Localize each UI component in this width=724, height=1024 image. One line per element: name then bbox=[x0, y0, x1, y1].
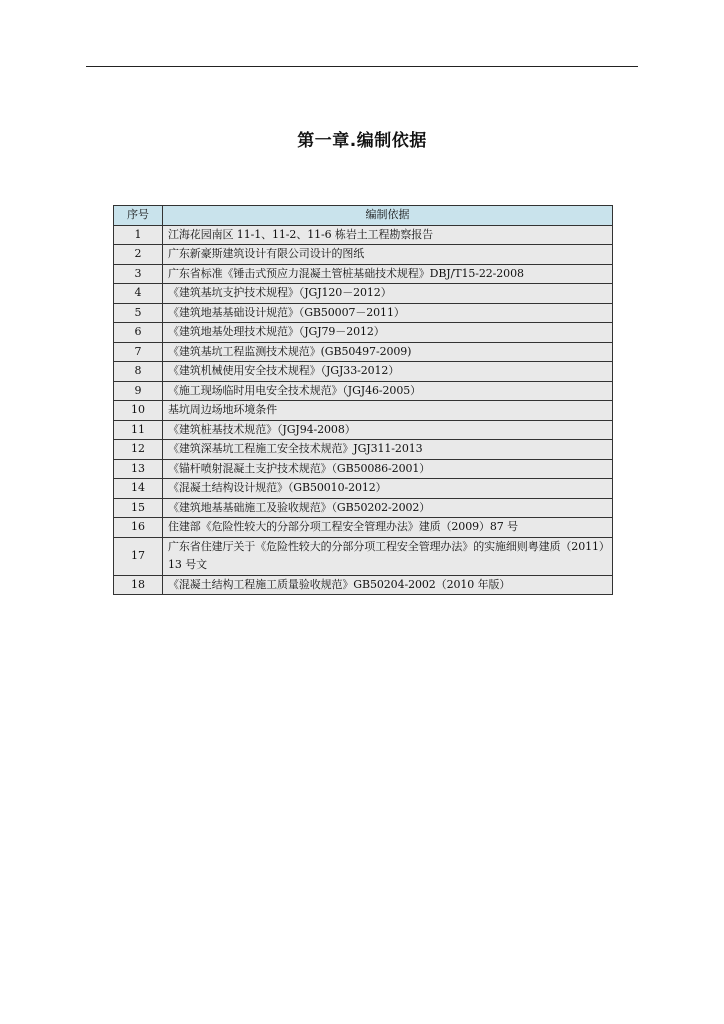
table-row bbox=[114, 264, 613, 284]
table-row bbox=[114, 537, 613, 575]
row-number: 4 bbox=[114, 284, 163, 304]
row-basis-text: 《建筑深基坑工程施工安全技术规范》JGJ311-2013 bbox=[163, 440, 613, 460]
row-basis-text: 广东省标准《锤击式预应力混凝土管桩基础技术规程》DBJ/T15-22-2008 bbox=[163, 264, 613, 284]
table-row bbox=[114, 362, 613, 382]
row-number: 14 bbox=[114, 479, 163, 499]
row-basis-text: 《建筑地基基础施工及验收规范》（GB50202-2002） bbox=[163, 498, 613, 518]
compilation-basis-table bbox=[113, 205, 613, 595]
row-basis-text: 《施工现场临时用电安全技术规范》（JGJ46-2005） bbox=[163, 381, 613, 401]
row-basis-text: 《锚杆喷射混凝土支护技术规范》（GB50086-2001） bbox=[163, 459, 613, 479]
table-row bbox=[114, 342, 613, 362]
table-row bbox=[114, 245, 613, 265]
row-basis-text: 住建部《危险性较大的分部分项工程安全管理办法》建质（2009）87 号 bbox=[163, 518, 613, 538]
table-row bbox=[114, 225, 613, 245]
header-compilation-basis: 编制依据 bbox=[163, 206, 613, 226]
row-number: 5 bbox=[114, 303, 163, 323]
table-row bbox=[114, 498, 613, 518]
row-basis-text: 《建筑地基基础设计规范》（GB50007－2011） bbox=[163, 303, 613, 323]
row-basis-text: 《混凝土结构设计规范》（GB50010-2012） bbox=[163, 479, 613, 499]
table-row bbox=[114, 420, 613, 440]
row-basis-text: 《建筑机械使用安全技术规程》（JGJ33-2012） bbox=[163, 362, 613, 382]
row-basis-text: 广东新豪斯建筑设计有限公司设计的图纸 bbox=[163, 245, 613, 265]
table-row bbox=[114, 440, 613, 460]
table-row bbox=[114, 284, 613, 304]
row-basis-text: 《建筑桩基技术规范》（JGJ94-2008） bbox=[163, 420, 613, 440]
table-header-row bbox=[114, 206, 613, 226]
row-basis-text: 《建筑基坑工程监测技术规范》(GB50497-2009) bbox=[163, 342, 613, 362]
row-number: 8 bbox=[114, 362, 163, 382]
row-number: 12 bbox=[114, 440, 163, 460]
row-number: 9 bbox=[114, 381, 163, 401]
row-number: 7 bbox=[114, 342, 163, 362]
row-basis-text: 《混凝土结构工程施工质量验收规范》GB50204-2002（2010 年版） bbox=[163, 575, 613, 595]
header-serial-number: 序号 bbox=[114, 206, 163, 226]
row-number: 15 bbox=[114, 498, 163, 518]
table-row bbox=[114, 459, 613, 479]
chapter-title: 第一章.编制依据 bbox=[297, 131, 427, 151]
row-basis-text: 《建筑基坑支护技术规程》（JGJ120－2012） bbox=[163, 284, 613, 304]
row-basis-text: 广东省住建厅关于《危险性较大的分部分项工程安全管理办法》的实施细则粤建质（2011）13 号文 bbox=[163, 537, 613, 575]
table-row bbox=[114, 479, 613, 499]
row-basis-text: 《建筑地基处理技术规范》（JGJ79－2012） bbox=[163, 323, 613, 343]
table-row bbox=[114, 575, 613, 595]
table-row bbox=[114, 381, 613, 401]
row-number: 18 bbox=[114, 575, 163, 595]
table-row bbox=[114, 323, 613, 343]
row-number: 6 bbox=[114, 323, 163, 343]
table-row bbox=[114, 518, 613, 538]
row-number: 1 bbox=[114, 225, 163, 245]
row-number: 17 bbox=[114, 537, 163, 575]
row-basis-text: 江海花园南区 11-1、11-2、11-6 栋岩土工程勘察报告 bbox=[163, 225, 613, 245]
row-number: 13 bbox=[114, 459, 163, 479]
row-number: 3 bbox=[114, 264, 163, 284]
header-rule bbox=[86, 66, 638, 67]
row-number: 10 bbox=[114, 401, 163, 421]
row-number: 11 bbox=[114, 420, 163, 440]
row-basis-text: 基坑周边场地环境条件 bbox=[163, 401, 613, 421]
table-row bbox=[114, 303, 613, 323]
table-row bbox=[114, 401, 613, 421]
row-number: 16 bbox=[114, 518, 163, 538]
row-number: 2 bbox=[114, 245, 163, 265]
